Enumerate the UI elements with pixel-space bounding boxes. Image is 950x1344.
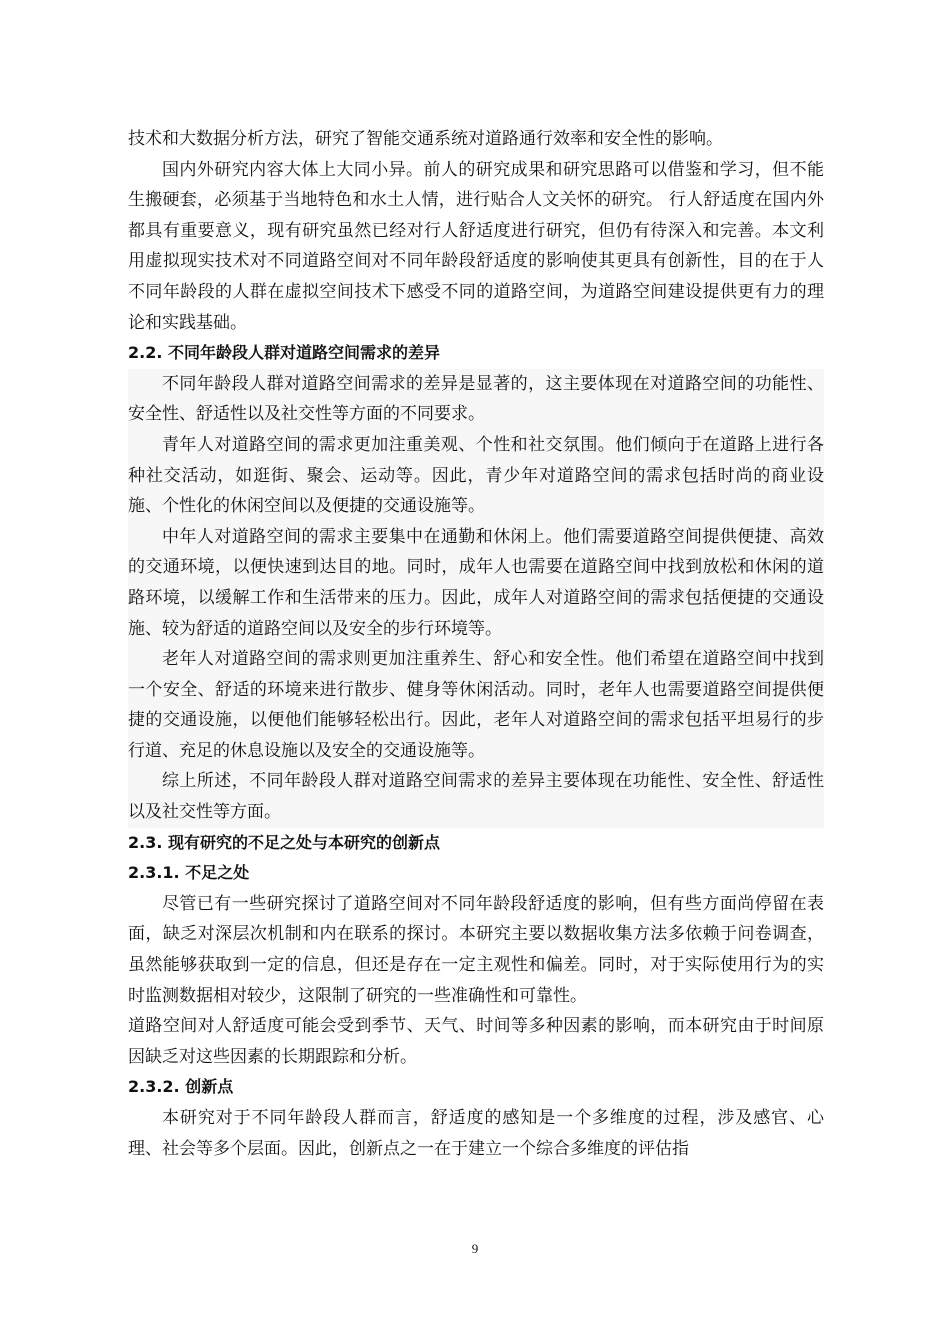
section-heading: 2.2. 不同年龄段人群对道路空间需求的差异 [128, 343, 440, 363]
page-number: 9 [471, 1241, 479, 1256]
paragraph: 技术和大数据分析方法，研究了智能交通系统对道路通行效率和安全性的影响。 [128, 129, 723, 149]
subsection-heading: 2.3.2. 创新点 [128, 1077, 234, 1097]
paragraph: 中年人对道路空间的需求主要集中在通勤和休闲上。他们需要道路空间提供便捷、高效的交通环境，以便快速到达目的地。同时，成年人也需要在道路空间中找到放松和休闲的道路环境，以缓解工作和生活带来的压力。因此，成年人对道路空间的需求包括便捷的交通设施、较为舒适的道路空间以及安全的步行环境等。 [128, 526, 824, 639]
paragraph: 本研究对于不同年龄段人群而言，舒适度的感知是一个多维度的过程，涉及感官、心理、社会等多个层面。因此，创新点之一在于建立一个综合多维度的评估指 [128, 1108, 824, 1159]
paragraph: 国内外研究内容大体上大同小异。前人的研究成果和研究思路可以借鉴和学习，但不能生搬硬套，必须基于当地特色和水土人情，进行贴合人文关怀的研究。 行人舒适度在国内外都具有重要意义，现有研究虽然已经对行人舒适度进行研究，但仍有待深入和完善。本文利用虚拟现实技术对不同道路空间对不同年龄段舒适度的影响使其更具有创新性，目的在于人不同年龄段的人群在虚拟空间技术下感受不同的道路空间，为道路空间建设提供更有力的理论和实践基础。 [128, 159, 824, 333]
paragraph: 不同年龄段人群对道路空间需求的差异是显著的，这主要体现在对道路空间的功能性、安全性、舒适性以及社交性等方面的不同要求。 [128, 373, 824, 425]
paragraph: 青年人对道路空间的需求更加注重美观、个性和社交氛围。他们倾向于在道路上进行各种社交活动，如逛街、聚会、运动等。因此，青少年对道路空间的需求包括时尚的商业设施、个性化的休闲空间以及便捷的交通设施等。 [128, 434, 824, 517]
section-heading: 2.3. 现有研究的不足之处与本研究的创新点 [128, 832, 440, 852]
paragraph: 老年人对道路空间的需求则更加注重养生、舒心和安全性。他们希望在道路空间中找到一个安全、舒适的环境来进行散步、健身等休闲活动。同时，老年人也需要道路空间提供便捷的交通设施，以便他们能够轻松出行。因此，老年人对道路空间的需求包括平坦易行的步行道、充足的休息设施以及安全的交通设施等。 [128, 649, 824, 761]
subsection-heading: 2.3.1. 不足之处 [128, 863, 250, 883]
paragraph: 道路空间对人舒适度可能会受到季节、天气、时间等多种因素的影响，而本研究由于时间原因缺乏对这些因素的长期跟踪和分析。 [128, 1016, 824, 1067]
paragraph: 综上所述，不同年龄段人群对道路空间需求的差异主要体现在功能性、安全性、舒适性以及社交性等方面。 [128, 771, 824, 823]
paragraph: 尽管已有一些研究探讨了道路空间对不同年龄段舒适度的影响，但有些方面尚停留在表面，缺乏对深层次机制和内在联系的探讨。本研究主要以数据收集方法多依赖于问卷调查，虽然能够获取到一定的信息，但还是存在一定主观性和偏差。同时，对于实际使用行为的实时监测数据相对较少，这限制了研究的一些准确性和可靠性。 [128, 893, 824, 1006]
page-body [128, 124, 824, 1164]
section-2-2-body [128, 369, 824, 828]
